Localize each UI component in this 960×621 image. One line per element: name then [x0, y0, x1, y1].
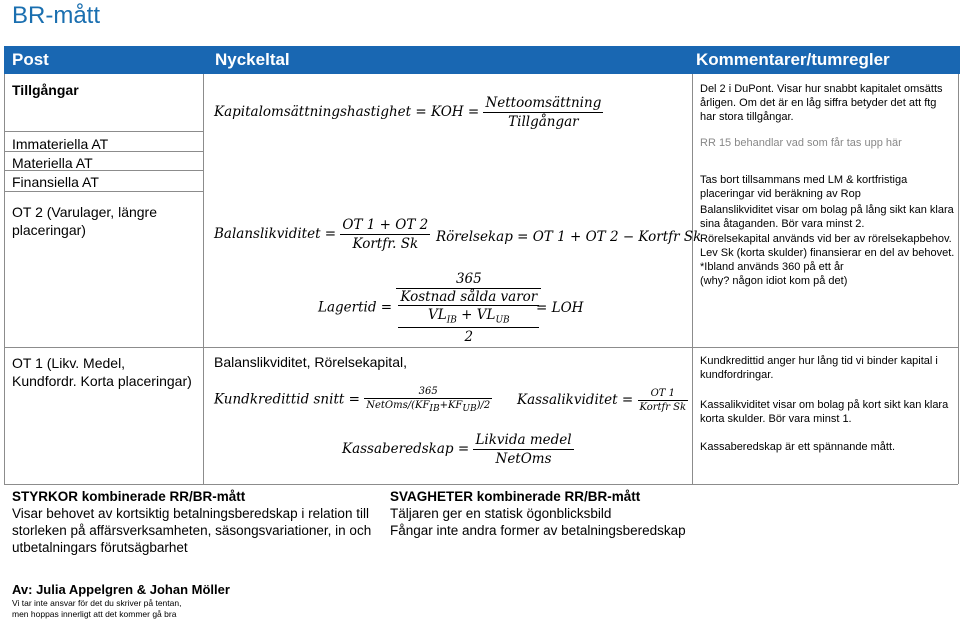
comment-lev-sk: Lev Sk (korta skulder) finansierar en del av behovet.	[700, 247, 955, 259]
comment-360: *Ibland används 360 på ett år	[700, 261, 844, 273]
comment-koh: Del 2 i DuPont. Visar hur snabbt kapitalet omsätts årligen. Om det är en låg siffra betyder det att ftg har stora tillgångar.	[700, 83, 943, 123]
formula-kundkredittid	[214, 386, 492, 414]
formula-kassalik-lhs: Kassalikviditet =	[517, 392, 634, 408]
svagheter-item: Fångar inte andra former av betalningsberedskap	[390, 523, 686, 538]
post-ot1: OT 1 (Likv. Medel, Kundfordr. Korta placeringar)	[12, 355, 192, 389]
ot1-nyckeltal-text: Balanslikviditet, Rörelsekapital,	[214, 354, 407, 370]
formula-kassalik-den: Kortfr Sk	[639, 402, 687, 413]
formula-kassab-num: Likvida medel	[475, 432, 572, 448]
formula-koh	[214, 95, 603, 130]
post-ot2: OT 2 (Varulager, längre placeringar)	[12, 204, 158, 238]
table-border	[958, 74, 959, 484]
styrkor-text: Visar behovet av kortsiktig betalningsberedskap i relation till storleken på affärsverksamheten, säsongsvariationer, in och utbetalningars förutsägbarhet	[12, 506, 372, 555]
table-header	[4, 46, 960, 74]
disclaimer-line: men hoppas innerligt att det kommer gå bra	[12, 609, 177, 619]
formula-lager-two: 2	[464, 328, 474, 345]
table-border	[4, 74, 5, 484]
row-divider	[4, 131, 203, 132]
formula-lager-den-num: Kostnad sålda varor	[400, 289, 538, 305]
svagheter-heading: SVAGHETER kombinerade RR/BR-mått	[390, 489, 641, 504]
formula-kund-den: NetOms/$(KF_{IB}+KF_{UB})/2$	[366, 400, 491, 414]
formula-kassab-lhs: Kassaberedskap =	[342, 441, 470, 457]
formula-lager-lhs: Lagertid =	[318, 299, 393, 316]
formula-koh-num: Nettoomsättning	[485, 95, 602, 111]
styrkor-heading: STYRKOR kombinerade RR/BR-mått	[12, 489, 246, 504]
formula-kassalik-num: OT 1	[638, 388, 689, 401]
formula-kassaberedskap	[342, 432, 574, 467]
formula-kund-lhs: Kundkredittid snitt =	[214, 391, 360, 408]
comment-kassalikviditet: Kassalikviditet visar om bolag på kort sikt kan klara korta skulder. Bör vara minst 1.	[700, 399, 949, 425]
column-divider	[203, 74, 204, 484]
comment-rop: Tas bort tillsammans med LM & kortfristiga placeringar vid beräkning av Rop	[700, 174, 908, 200]
formula-koh-den: Tillgångar	[508, 114, 579, 130]
formula-lager-num: 365	[396, 271, 541, 289]
header-post: Post	[12, 50, 49, 69]
formula-kassab-den: NetOms	[495, 451, 552, 467]
comment-kassaberedskap: Kassaberedskap är ett spännande mått.	[700, 441, 896, 453]
row-divider	[4, 347, 958, 348]
comment-rorelsekapital: Rörelsekapital används vid ber av rörelsekapbehov.	[700, 233, 952, 245]
row-divider	[4, 191, 203, 192]
post-tillgangar: Tillgångar	[12, 82, 79, 98]
post-finansiella: Finansiella AT	[12, 174, 99, 190]
formula-bal-den: Kortfr. Sk	[352, 236, 419, 252]
column-divider	[692, 74, 693, 484]
table-bottom	[4, 484, 958, 485]
authors: Av: Julia Appelgren & Johan Möller	[12, 582, 230, 597]
comment-balanslikviditet: Balanslikviditet visar om bolag på lång sikt kan klara sina åtaganden. Bör vara minst 2.	[700, 204, 954, 230]
post-immateriella: Immateriella AT	[12, 136, 109, 152]
formula-bal-num: OT 1 + OT 2	[342, 217, 429, 233]
header-kommentarer: Kommentarer/tumregler	[696, 50, 890, 69]
svagheter-item: Täljaren ger en statisk ögonblicksbild	[390, 506, 612, 521]
formula-kund-num: 365	[364, 386, 492, 399]
comment-kundkredittid: Kundkredittid anger hur lång tid vi binder kapital i kundfordringar.	[700, 355, 938, 381]
post-materiella: Materiella AT	[12, 155, 93, 171]
formula-lager-rhs: = LOH	[536, 300, 584, 316]
comment-rr15: RR 15 behandlar vad som får tas upp här	[700, 137, 902, 149]
comment-why: (why? någon idiot kom på det)	[700, 275, 848, 287]
disclaimer-line: Vi tar inte ansvar för det du skriver på tentan,	[12, 598, 182, 608]
page-title: BR-mått	[12, 2, 101, 29]
formula-rorelsekap: Rörelsekap = OT 1 + OT 2 − Kortfr Sk	[436, 229, 702, 245]
formula-koh-lhs: Kapitalomsättningshastighet = KOH =	[214, 104, 480, 120]
header-nyckeltal: Nyckeltal	[215, 50, 290, 69]
formula-balanslikviditet	[214, 217, 430, 252]
formula-lagertid	[318, 271, 541, 345]
formula-kassalikviditet	[517, 388, 688, 413]
formula-lager-vl: $VL_{IB} + VL_{UB}$	[398, 306, 539, 328]
formula-bal-lhs: Balanslikviditet =	[214, 226, 337, 242]
